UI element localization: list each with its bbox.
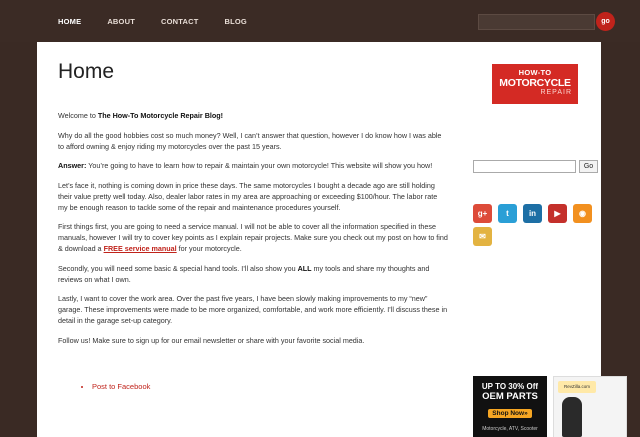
ad-footer: Motorcycle, ATV, Scooter	[482, 426, 538, 432]
page-title: Home	[58, 60, 115, 83]
main-nav	[58, 17, 273, 26]
logo-line-1: HOW-TO	[518, 68, 552, 77]
work-area-paragraph: Lastly, I want to cover the work area. Over the past five years, I have been slowly making improvements to my “new” garage. These improvements were made to be more organized, comfortable, and work more efficiently. I’ll discuss these in detail in the garage set-up category.	[58, 294, 448, 325]
logo-line-2: MOTORCYCLE	[499, 77, 571, 89]
ad-discount: UP TO 30% Off	[481, 382, 539, 391]
ad-badge: RevZilla.com	[558, 381, 596, 393]
share-list-item	[92, 382, 448, 391]
welcome-paragraph	[58, 110, 448, 121]
post-to-facebook-link[interactable]: Post to Facebook	[92, 381, 151, 391]
nav-blog[interactable]: BLOG	[224, 17, 247, 26]
site-logo[interactable]	[492, 64, 578, 104]
ad-headline: OEM PARTS	[482, 391, 538, 402]
sidebar-search-input[interactable]	[473, 160, 576, 173]
revzilla-ad[interactable]	[553, 376, 627, 437]
sidebar-search-button[interactable]: Go	[579, 160, 598, 173]
linkedin-icon[interactable]: in	[523, 204, 542, 223]
answer-text: You’re going to have to learn how to repair & maintain your own motorcycle! This website will show you how!	[86, 161, 433, 170]
content-page	[37, 42, 601, 437]
tools-paragraph	[58, 263, 448, 285]
intro-paragraph: Why do all the good hobbies cost so much money? Well, I can’t answer that question, however I do know how I was able to afford owning & enjoy riding my motorcycles over the past 15 years.	[58, 130, 442, 151]
share-list	[92, 382, 448, 391]
twitter-icon[interactable]: t	[498, 204, 517, 223]
google-plus-icon[interactable]: g+	[473, 204, 492, 223]
tools-text: Secondly, you will need some basic & special hand tools. I’ll also show you	[58, 263, 298, 273]
nav-about[interactable]: ABOUT	[107, 17, 135, 26]
follow-paragraph: Follow us! Make sure to sign up for our email newsletter or share with your favorite social media.	[58, 335, 365, 345]
tools-all: ALL	[297, 263, 312, 273]
rss-icon[interactable]: ◉	[573, 204, 592, 223]
answer-paragraph	[58, 160, 448, 171]
logo-line-3: REPAIR	[540, 89, 572, 96]
manual-text-end: for your motorcycle.	[176, 244, 242, 253]
answer-label: Answer:	[58, 161, 87, 170]
blog-name: The How-To Motorcycle Repair Blog!	[97, 111, 224, 120]
free-service-manual-link[interactable]: FREE service manual	[103, 244, 177, 253]
manual-text: First things first, you are going to need a service manual. I will not be able to cover all the information specified in these manuals, however I will try to cover key points as I explain repair projects. Make sure you check out my post on how to find & download a	[58, 222, 448, 253]
prices-paragraph: Let’s face it, nothing is coming down in price these days. The same motorcycles I bought a decade ago are still holding their value pretty well today. Also, dealer labor rates in my area are approaching or exceeding $100/hour. The labor rate my be enough reason to tackle some of the repair and maintenance procedures yourself.	[58, 180, 438, 212]
shop-now-button[interactable]: Shop Now»	[488, 409, 531, 418]
dog-image	[562, 397, 582, 437]
tools-text-end: my tools and share my thoughts and reviews on what I own.	[58, 263, 430, 284]
nav-contact[interactable]: CONTACT	[160, 17, 199, 26]
header-search-button[interactable]: go	[596, 12, 615, 31]
top-bar	[0, 0, 640, 42]
welcome-text: Welcome to	[58, 111, 98, 120]
main-content	[58, 60, 448, 391]
manual-paragraph	[58, 221, 448, 254]
nav-home[interactable]: HOME	[58, 17, 82, 26]
oem-parts-ad[interactable]	[473, 376, 547, 437]
email-icon[interactable]: ✉	[473, 227, 492, 246]
header-search-input[interactable]	[478, 14, 595, 30]
youtube-icon[interactable]: ▶	[548, 204, 567, 223]
